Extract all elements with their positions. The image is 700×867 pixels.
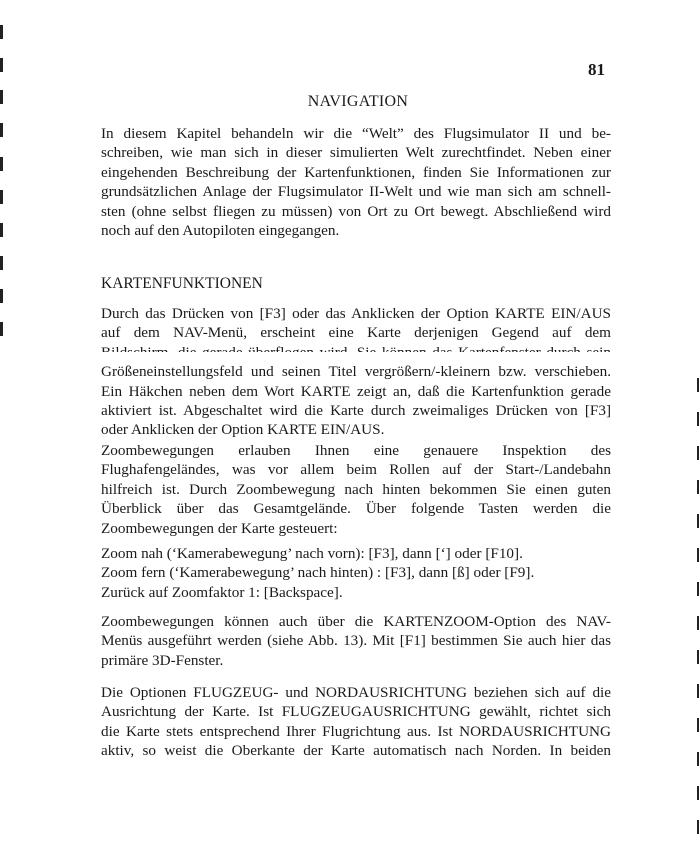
text-line: grundsätzlichen Anlage der Flugsimulator II-Welt und wie man sich am schnell- <box>101 183 611 201</box>
text-line: In diesem Kapitel behandeln wir die “Welt” des Flugsimulator II und be- <box>101 125 611 142</box>
text-line: Ein Häkchen neben dem Wort KARTE zeigt an, daß die Kartenfunktion gerade <box>101 382 611 400</box>
karten-paragraph <box>101 304 611 440</box>
text-line: auf dem NAV-Menü, erscheint eine Karte derjenigen Gegend auf dem <box>101 324 611 342</box>
scan-edge-left <box>0 0 6 867</box>
key-line: Zoom nah (‘Kamerabewegung’ nach vorn): [F3], dann [‘] oder [F10]. <box>101 545 523 562</box>
intro-paragraph <box>101 124 611 240</box>
text-line: die Karte stets entsprechend Ihrer Flugrichtung aus. Ist NORDAUSRICHTUNG <box>101 722 611 740</box>
text-line: Menüs ausgeführt werden (siehe Abb. 13). Mit [F1] bestimmen Sie auch hier das <box>101 632 611 650</box>
text-line: Durch das Drücken von [F3] oder das Anklicken der Option KARTE EIN/AUS <box>101 305 611 322</box>
text-line: aktiviert ist. Abgeschaltet wird die Karte durch zweimaliges Drücken von [F3] <box>101 402 611 420</box>
text-line: Flughafengeländes, was vor allem beim Rollen auf der Start-/Landebahn <box>101 461 611 479</box>
scan-break <box>0 352 700 362</box>
text-line: Ausrichtung der Karte. Ist FLUGZEUGAUSRICHTUNG gewählt, richtet sich <box>101 703 611 721</box>
text-line: noch auf den Autopiloten eingegangen. <box>101 222 340 240</box>
key-line: Zurück auf Zoomfaktor 1: [Backspace]. <box>101 583 343 601</box>
text-line: sten (ohne selbst fliegen zu müssen) von Ort zu Ort bewegt. Abschließend wird <box>101 202 611 220</box>
page-number: 81 <box>588 60 605 79</box>
scan-edge-right <box>694 0 700 867</box>
text-line: aktiv, so weist die Oberkante der Karte automatisch nach Norden. In beiden <box>101 742 611 760</box>
text-line: Zoombewegungen erlauben Ihnen eine genauere Inspektion des <box>101 442 611 459</box>
key-line: Zoom fern (‘Kamerabewegung’ nach hinten) : [F3], dann [ß] oder [F9]. <box>101 564 535 582</box>
key-list <box>101 544 611 602</box>
text-line: schreiben, wie man sich in dieser simulierten Welt zurechtfindet. Neben einer <box>101 144 611 162</box>
text-line: hilfreich ist. Durch Zoombewegung nach hinten bekommen Sie einen guten <box>101 480 611 498</box>
text-line: Zoombewegungen können auch über die KARTENZOOM-Option des NAV- <box>101 613 611 630</box>
text-line: Die Optionen FLUGZEUG- und NORDAUSRICHTUNG beziehen sich auf die <box>101 684 611 701</box>
text-line: primäre 3D-Fenster. <box>101 651 224 669</box>
text-line: Größeneinstellungsfeld und seinen Titel vergrößern/-kleinern bzw. verschieben. <box>101 363 611 381</box>
text-line: Überblick über das Gesamtgelände. Über folgende Tasten werden die <box>101 500 611 518</box>
ausrichtung-paragraph <box>101 683 611 761</box>
section-heading: KARTENFUNKTIONEN <box>101 275 263 292</box>
text-line: oder Anklicken der Option KARTE EIN/AUS. <box>101 421 385 439</box>
text-line: eingehenden Beschreibung der Kartenfunktionen, finden Sie Informationen zur <box>101 163 611 181</box>
kartenzoom-paragraph <box>101 612 611 670</box>
chapter-title: NAVIGATION <box>307 93 409 110</box>
zoom-paragraph <box>101 441 611 538</box>
text-line: Zoombewegungen der Karte gesteuert: <box>101 519 338 537</box>
